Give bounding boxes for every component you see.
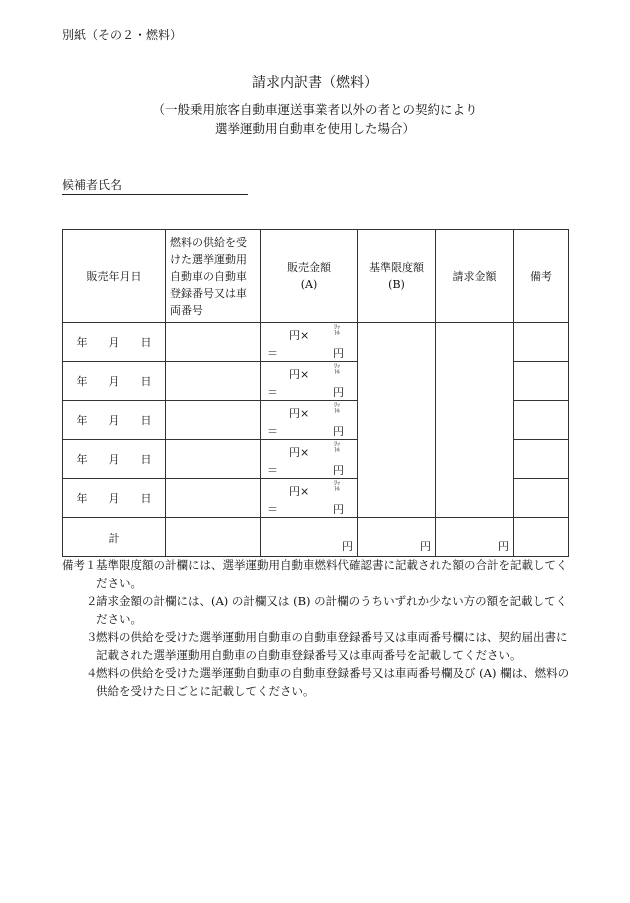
sale-date-cell[interactable]: [63, 440, 166, 479]
sale-date-cell[interactable]: [63, 401, 166, 440]
equals-sign: ＝: [267, 347, 278, 360]
day-unit: 日: [140, 414, 152, 427]
remarks-cell[interactable]: [514, 440, 569, 479]
total-vehicle-cell: [166, 518, 261, 557]
note-number: ３: [86, 630, 98, 644]
yen-unit: 円: [333, 347, 344, 360]
month-unit: 月: [108, 453, 120, 466]
liter-unit: ﾘｯ ﾄﾙ: [333, 363, 340, 376]
note-item: [62, 556, 572, 592]
attachment-label: 別紙（その２・燃料）: [62, 28, 183, 42]
equals-sign: ＝: [267, 464, 278, 477]
vehicle-number-cell[interactable]: [166, 479, 261, 518]
sale-amount-cell[interactable]: [261, 479, 358, 518]
month-unit: 月: [108, 414, 120, 427]
header-base-limit-mark: (B): [388, 278, 405, 291]
header-sale-amount-label: 販売金額: [287, 261, 331, 274]
yen-times-unit: 円×: [289, 407, 310, 420]
year-unit: 年: [76, 375, 88, 388]
total-row: [63, 518, 569, 557]
remarks-cell[interactable]: [514, 323, 569, 362]
remarks-cell[interactable]: [514, 362, 569, 401]
sale-amount-cell[interactable]: [261, 323, 358, 362]
table-row: [63, 323, 569, 362]
remarks-cell[interactable]: [514, 479, 569, 518]
day-unit: 日: [140, 336, 152, 349]
yen-unit: 円: [498, 540, 509, 553]
year-unit: 年: [76, 492, 88, 505]
note-text: 請求金額の計欄には、(A) の計欄又は (B) の計欄のうちいずれか少ない方の額を記載してください。: [96, 594, 568, 626]
month-unit: 月: [108, 375, 120, 388]
yen-times-unit: 円×: [289, 446, 310, 459]
day-unit: 日: [140, 375, 152, 388]
header-row: [63, 230, 569, 323]
sale-amount-cell[interactable]: [261, 362, 358, 401]
total-label: 計: [63, 518, 166, 557]
sale-date-cell[interactable]: [63, 479, 166, 518]
vehicle-number-cell[interactable]: [166, 323, 261, 362]
liter-unit: ﾘｯ ﾄﾙ: [333, 324, 340, 337]
total-base-limit-cell[interactable]: [358, 518, 436, 557]
claim-amount-cell[interactable]: [436, 323, 514, 518]
yen-times-unit: 円×: [289, 329, 310, 342]
vehicle-number-cell[interactable]: [166, 440, 261, 479]
year-unit: 年: [76, 414, 88, 427]
yen-times-unit: 円×: [289, 368, 310, 381]
header-sale-amount-mark: (A): [300, 278, 318, 291]
note-item: [62, 592, 572, 628]
note-number: ４: [86, 666, 98, 680]
header-claim-amount: 請求金額: [436, 230, 514, 323]
header-sale-amount: [261, 230, 358, 323]
total-remarks-cell[interactable]: [514, 518, 569, 557]
header-base-limit: [358, 230, 436, 323]
note-number: 備考１: [62, 558, 97, 572]
subtitle-line-1: （一般乗用旅客自動車運送事業者以外の者との契約により: [152, 102, 478, 117]
header-sale-date: 販売年月日: [63, 230, 166, 323]
liter-unit: ﾘｯ ﾄﾙ: [333, 441, 340, 454]
header-base-limit-label: 基準限度額: [369, 261, 424, 274]
note-item: [62, 628, 572, 664]
equals-sign: ＝: [267, 386, 278, 399]
header-vehicle-number: 燃料の供給を受けた選挙運動用自動車の自動車登録番号又は車両番号: [166, 230, 261, 323]
candidate-name-label: 候補者氏名: [62, 178, 123, 192]
note-text: 基準限度額の計欄には、選挙運動用自動車燃料代確認書に記載された額の合計を記載してください。: [96, 558, 568, 590]
equals-sign: ＝: [267, 503, 278, 516]
note-item: [62, 664, 572, 700]
candidate-name-field[interactable]: [62, 176, 248, 195]
note-number: ２: [86, 594, 98, 608]
month-unit: 月: [108, 492, 120, 505]
header-remarks: 備考: [514, 230, 569, 323]
total-sale-amount-cell[interactable]: [261, 518, 358, 557]
notes-section: [62, 556, 572, 700]
base-limit-cell[interactable]: [358, 323, 436, 518]
remarks-cell[interactable]: [514, 401, 569, 440]
yen-unit: 円: [333, 464, 344, 477]
yen-unit: 円: [333, 386, 344, 399]
sale-date-cell[interactable]: [63, 323, 166, 362]
year-unit: 年: [76, 453, 88, 466]
sale-amount-cell[interactable]: [261, 401, 358, 440]
sale-amount-cell[interactable]: [261, 440, 358, 479]
subtitle-line-2: 選挙運動用自動車を使用した場合）: [214, 121, 415, 136]
yen-times-unit: 円×: [289, 485, 310, 498]
day-unit: 日: [140, 492, 152, 505]
liter-unit: ﾘｯ ﾄﾙ: [333, 480, 340, 493]
vehicle-number-cell[interactable]: [166, 362, 261, 401]
month-unit: 月: [108, 336, 120, 349]
vehicle-number-cell[interactable]: [166, 401, 261, 440]
sale-date-cell[interactable]: [63, 362, 166, 401]
yen-unit: 円: [420, 540, 431, 553]
total-claim-amount-cell[interactable]: [436, 518, 514, 557]
breakdown-table: [62, 229, 569, 557]
yen-unit: 円: [333, 503, 344, 516]
day-unit: 日: [140, 453, 152, 466]
page-title: 請求内訳書（燃料）: [252, 75, 378, 91]
yen-unit: 円: [333, 425, 344, 438]
note-text: 燃料の供給を受けた選挙運動自動車の自動車登録番号又は車両番号欄及び (A) 欄は、燃料の供給を受けた日ごとに記載してください。: [96, 666, 570, 698]
equals-sign: ＝: [267, 425, 278, 438]
yen-unit: 円: [342, 540, 353, 553]
liter-unit: ﾘｯ ﾄﾙ: [333, 402, 340, 415]
year-unit: 年: [76, 336, 88, 349]
note-text: 燃料の供給を受けた選挙運動用自動車の自動車登録番号又は車両番号欄には、契約届出書に記載された選挙運動用自動車の自動車登録番号又は車両番号を記載してください。: [96, 630, 568, 662]
